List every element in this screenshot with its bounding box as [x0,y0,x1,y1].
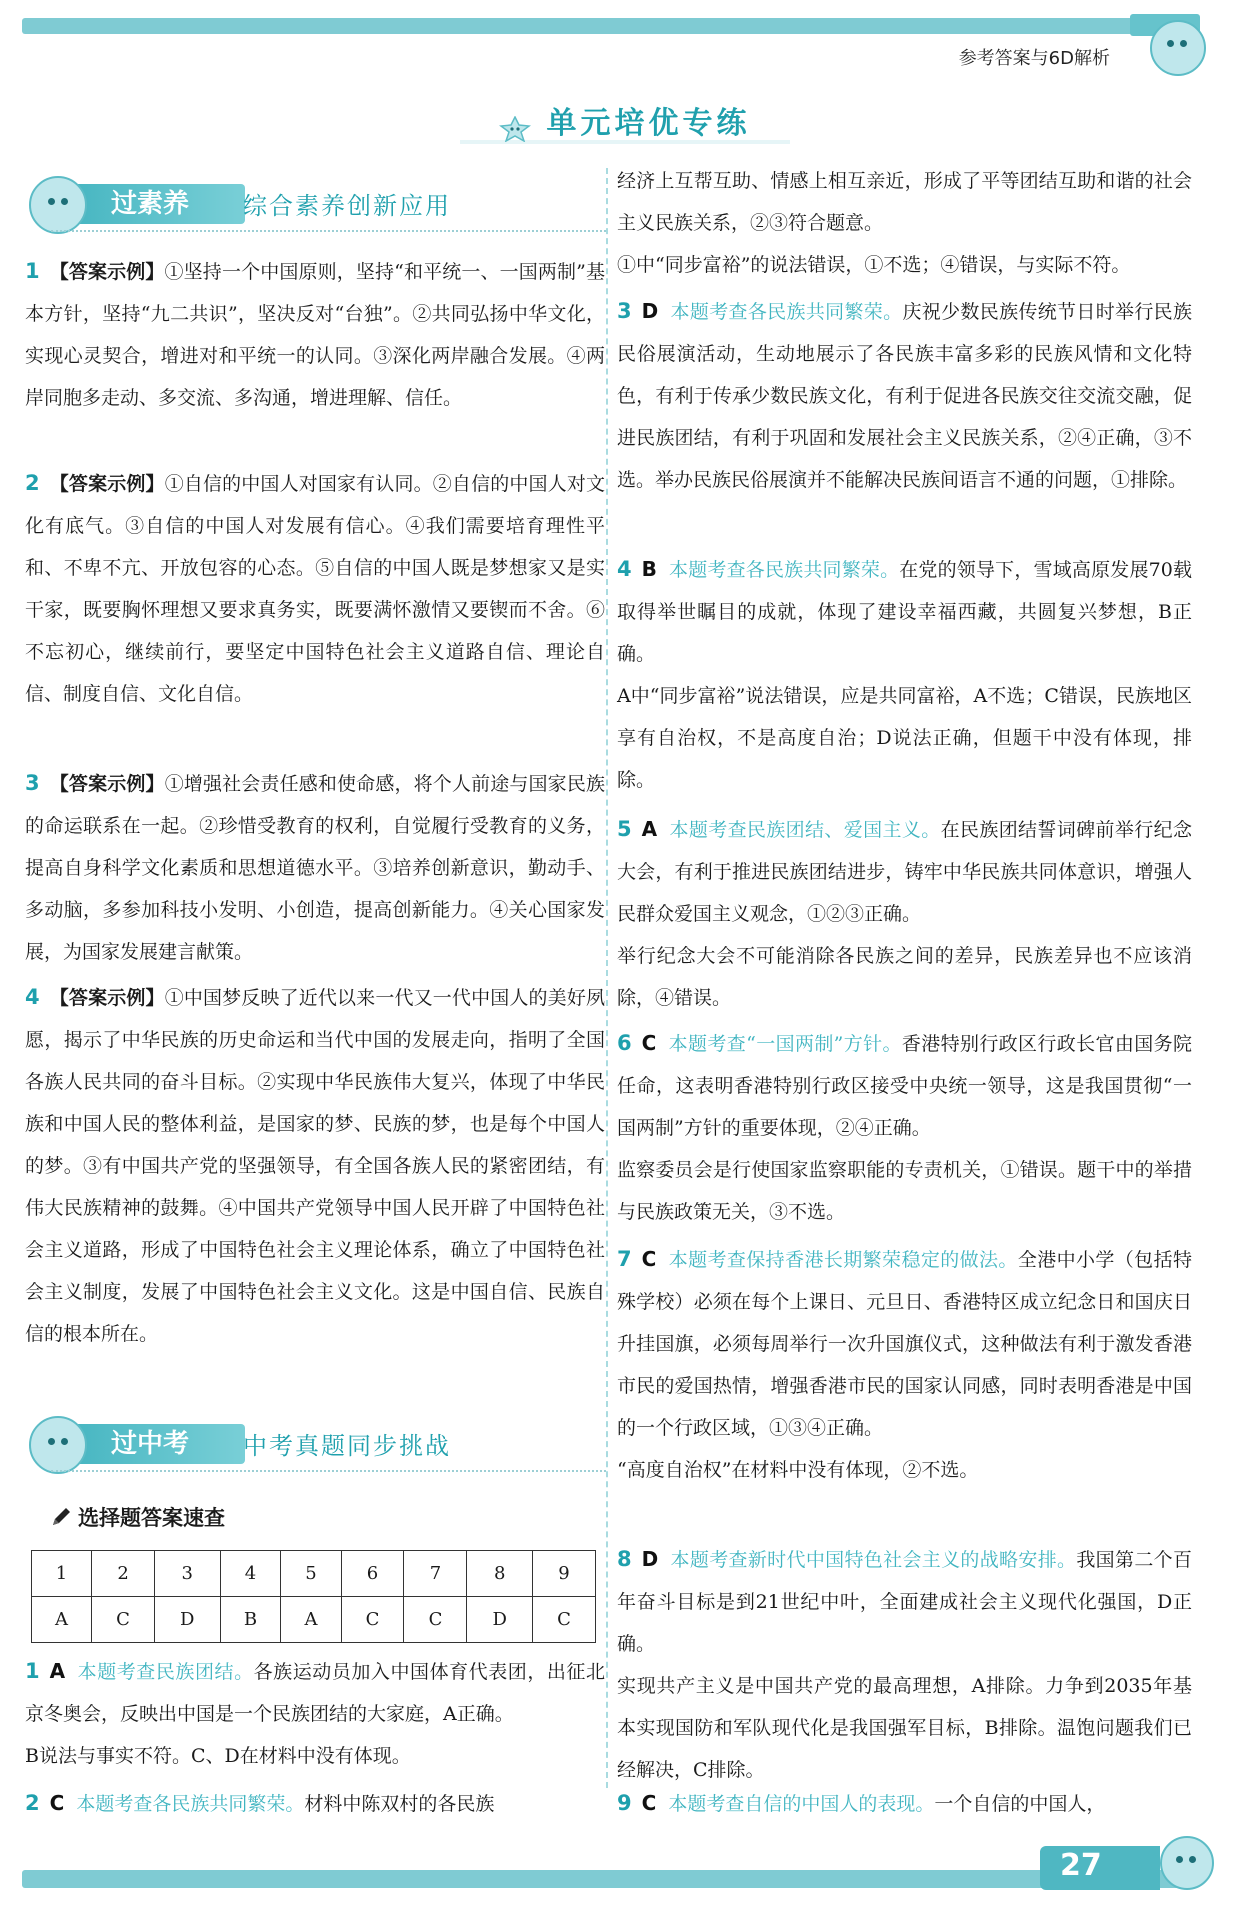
mc-item-3: 3 D 本题考查各民族共同繁荣。庆祝少数民族传统节日时举行民族民俗展演活动，生动地展示了各民族丰富多彩的民族风情和文化特色，有利于传承少数民族文化，有利于促进各民族交往交流交融，促进民族团结，有利于巩固和发展社会主义民族关系，②④正确，③不选。举办民族民俗展演并不能解决民族间语言不通的问题，①排除。 [617,299,1192,491]
quick-check-title: 选择题答案速查 [50,1502,225,1532]
pencil-icon [50,1506,72,1528]
section-subtitle: 中考真题同步挑战 [243,1432,451,1460]
section-rule [51,230,606,232]
mc-item-2-continued: 经济上互帮互助、情感上相互亲近，形成了平等团结互助和谐的社会主义民族关系，②③符合题意。 ①中“同步富裕”的说法错误，①不选；④错误，与实际不符。 [617,170,1192,276]
answer-item-1: 1 【答案示例】①坚持一个中国原则，坚持“和平统一、一国两制”基本方针，坚持“九二共识”，坚决反对“台独”。②共同弘扬中华文化，实现心灵契合，增进对和平统一的认同。③深化两岸融合发展。④两岸同胞多走动、多交流、多沟通，增进理解、信任。 [25,259,605,409]
bottom-decor-bar [22,1870,1190,1888]
header-mascot-icon [1150,20,1206,76]
answer-table [31,1550,596,1643]
section-mascot-icon [29,1416,87,1474]
answer-table-numbers: 1 2 3 4 5 6 7 8 9 [32,1551,596,1597]
mc-item-1: 1 A 本题考查民族团结。各族运动员加入中国体育代表团，出征北京冬奥会，反映出中国是一个民族团结的大家庭，A正确。 B说法与事实不符。C、D在材料中没有体现。 [25,1659,605,1767]
page-title: 单元培优专练 [546,106,751,141]
section-header-zhongkao [25,1418,605,1470]
mc-item-9: 9 C 本题考查自信的中国人的表现。一个自信的中国人， [617,1791,1106,1815]
mc-item-2: 2 C 本题考查各民族共同繁荣。材料中陈双村的各民族 [25,1791,495,1815]
answer-item-3: 3 【答案示例】①增强社会责任感和使命感，将个人前途与国家民族的命运联系在一起。②珍惜受教育的权利，自觉履行受教育的义务，提高自身科学文化素质和思想道德水平。③培养创新意识，勤动手、多动脑，多参加科技小发明、小创造，提高创新能力。④关心国家发展，为国家发展建言献策。 [25,771,605,963]
section-header-suyang [25,178,605,230]
section-mascot-icon [29,176,87,234]
mc-item-8: 8 D 本题考查新时代中国特色社会主义的战略安排。我国第二个百年奋斗目标是到21世纪中叶，全面建成社会主义现代化强国，D正确。 实现共产主义是中国共产党的最高理想，A排除。力争到2035年基本实现国防和军队现代化是我国强军目标，B排除。温饱问题我们已经解决，C排除。 [617,1547,1192,1781]
mc-item-4: 4 B 本题考查各民族共同繁荣。在党的领导下，雪域高原发展70载取得举世瞩目的成就，体现了建设幸福西藏，共圆复兴梦想，B正确。 A中“同步富裕”说法错误，应是共同富裕，A不选；C错误，民族地区享有自治权，不是高度自治；D说法正确，但题干中没有体现，排除。 [617,557,1192,791]
mc-item-7: 7 C 本题考查保持香港长期繁荣稳定的做法。全港中小学（包括特殊学校）必须在每个上课日、元旦日、香港特区成立纪念日和国庆日升挂国旗，必须每周举行一次升国旗仪式，这种做法有利于激发香港市民的爱国热情，增强香港市民的国家认同感，同时表明香港是中国的一个行政区域，①③④正确。 “高度自治权”在材料中没有体现，②不选。 [617,1247,1192,1481]
answer-item-2: 2 【答案示例】①自信的中国人对国家有认同。②自信的中国人对文化有底气。③自信的中国人对发展有信心。④我们需要培育理性平和、不卑不亢、开放包容的心态。⑤自信的中国人既是梦想家又是实干家，既要胸怀理想又要求真务实，既要满怀激情又要锲而不舍。⑥不忘初心，继续前行，要坚定中国特色社会主义道路自信、理论自信、制度自信、文化自信。 [25,471,605,705]
footer-mascot-icon [1160,1836,1214,1890]
section-badge: 过素养 [45,184,245,224]
section-badge: 过中考 [45,1424,245,1464]
top-decor-bar [22,18,1190,34]
column-divider [606,168,608,1788]
mc-item-6: 6 C 本题考查“一国两制”方针。香港特别行政区行政长官由国务院任命，这表明香港特别行政区接受中央统一领导，这是我国贯彻“一国两制”方针的重要体现，②④正确。 监察委员会是行使国家监察职能的专责机关，①错误。题干中的举措与民族政策无关，③不选。 [617,1031,1192,1223]
page-number: 27 [1060,1848,1102,1883]
answer-table-answers: A C D B A C C D C [32,1597,596,1643]
section-subtitle: 综合素养创新应用 [243,192,451,220]
header-title: 参考答案与6D解析 [958,48,1110,69]
answer-item-4: 4 【答案示例】①中国梦反映了近代以来一代又一代中国人的美好夙愿，揭示了中华民族的历史命运和当代中国的发展走向，指明了全国各族人民共同的奋斗目标。②实现中华民族伟大复兴，体现了中华民族和中国人民的整体利益，是国家的梦、民族的梦，也是每个中国人的梦。③有中国共产党的坚强领导，有全国各族人民的紧密团结，有伟大民族精神的鼓舞。④中国共产党领导中国人民开辟了中国特色社会主义道路，形成了中国特色社会主义理论体系，确立了中国特色社会主义制度，发展了中国特色社会主义文化。这是中国自信、民族自信的根本所在。 [25,985,605,1345]
title-row [0,98,1250,142]
mc-item-5: 5 A 本题考查民族团结、爱国主义。在民族团结誓词碑前举行纪念大会，有利于推进民族团结进步，铸牢中华民族共同体意识，增强人民群众爱国主义观念，①②③正确。 举行纪念大会不可能消除各民族之间的差异，民族差异也不应该消除，④错误。 [617,817,1192,1009]
section-rule [51,1470,606,1472]
star-mascot-icon [499,116,531,142]
